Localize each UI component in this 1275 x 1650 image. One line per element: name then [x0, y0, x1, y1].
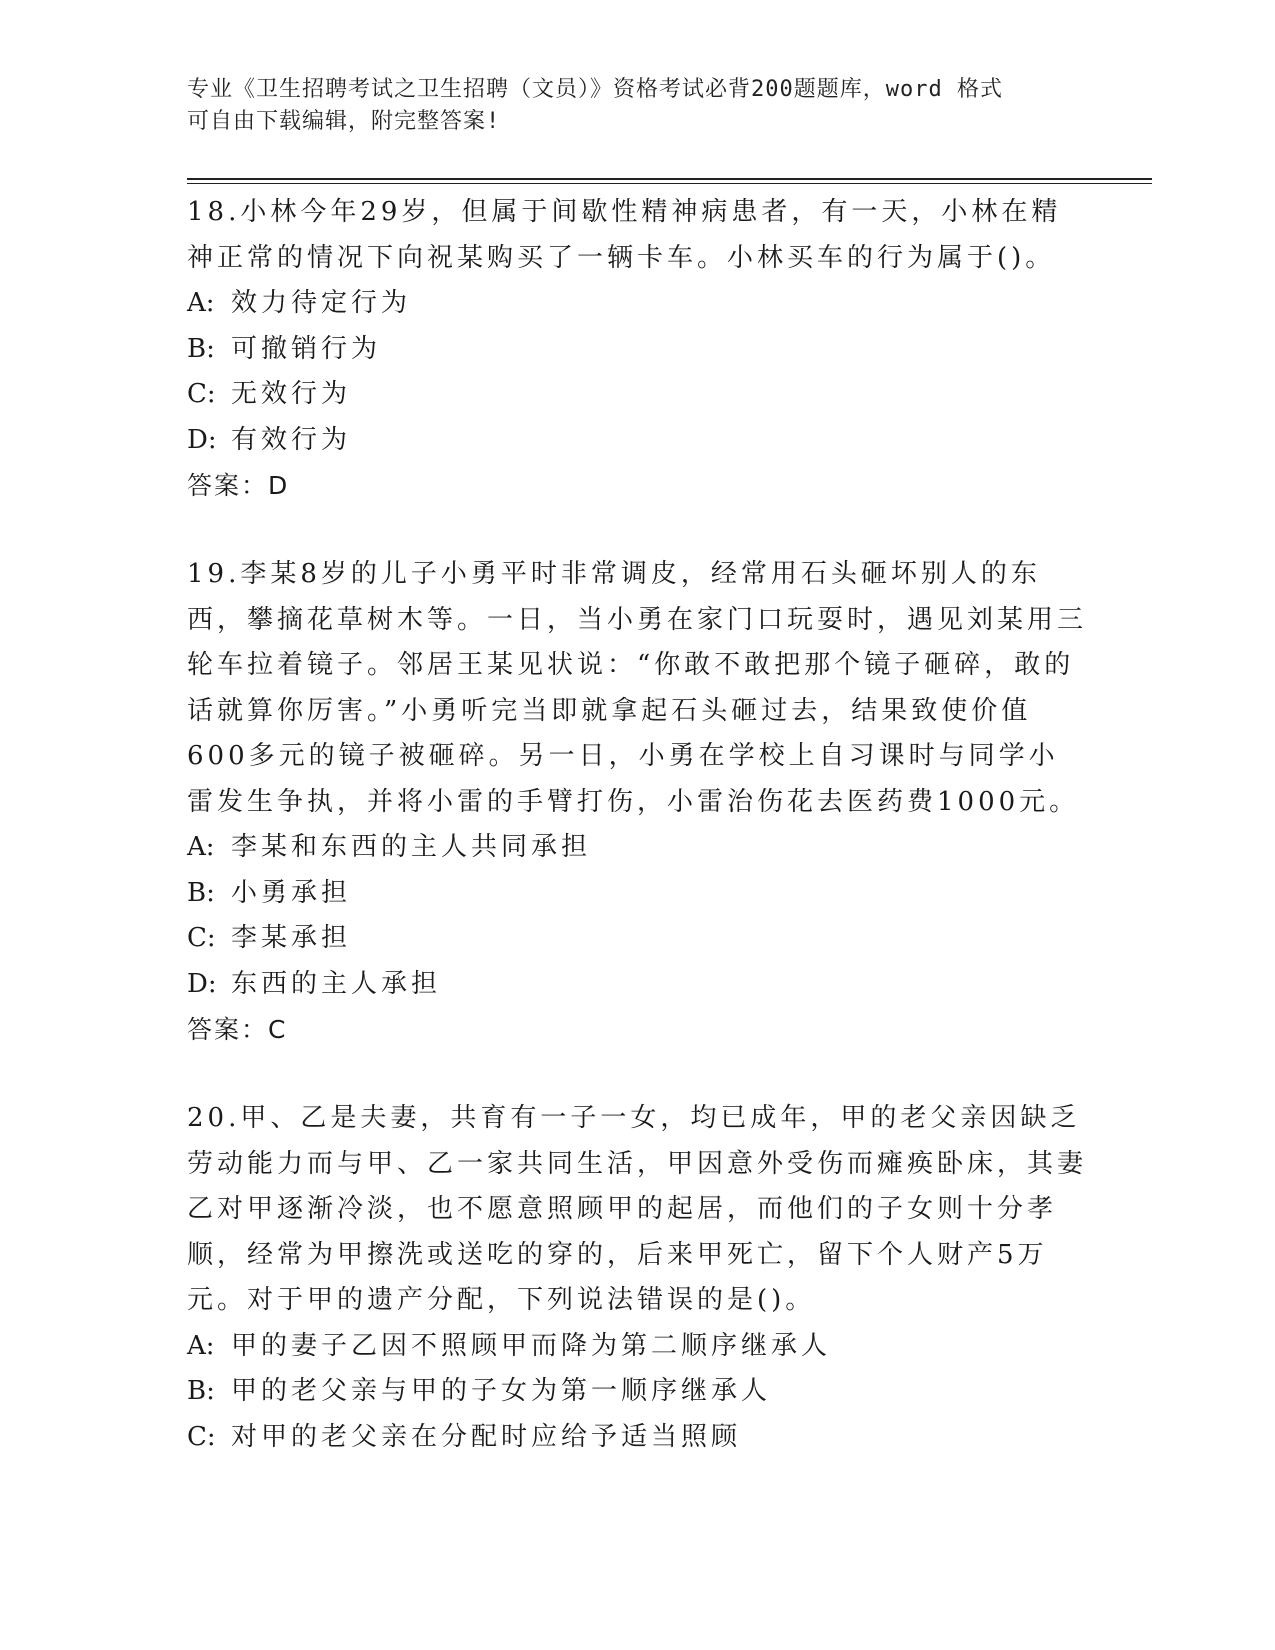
answer-value: D — [268, 471, 288, 500]
answer-line — [187, 463, 1087, 508]
option-b — [187, 1369, 1087, 1415]
option-key: A: — [187, 288, 215, 318]
question-18 — [187, 190, 1087, 508]
question-list — [187, 190, 1087, 1460]
option-text: 小勇承担 — [231, 877, 352, 908]
answer-line — [187, 1007, 1087, 1052]
option-text: 甲的老父亲与甲的子女为第一顺序继承人 — [231, 1376, 772, 1406]
header-line-1: 专业《卫生招聘考试之卫生招聘（文员）》资格考试必背200题题库，word 格式 — [187, 77, 1003, 102]
question-stem: 19.李某8岁的儿子小勇平时非常调皮，经常用石头砸坏别人的东西，攀摘花草树木等。一日，当小勇在家门口玩耍时，遇见刘某用三轮车拉着镜子。邻居王某见状说：“你敢不敢把那个镜子砸碎，敢的话就算你厉害。”小勇听完当即就拿起石头砸过去，结果致使价值600多元的镜子被砸碎。另一日，小勇在学校上自习课时与同学小雷发生争执，并将小雷的手臂打伤，小雷治伤花去医药费1000元。 — [187, 559, 1088, 817]
option-c — [187, 916, 1087, 962]
option-key: B: — [187, 333, 215, 364]
question-stem: 18.小林今年29岁，但属于间歇性精神病患者，有一天，小林在精神正常的情况下向祝某购买了一辆卡车。小林买车的行为属于()。 — [187, 197, 1062, 273]
option-a — [187, 825, 1087, 871]
option-c — [187, 372, 1087, 418]
option-text: 对甲的老父亲在分配时应给予适当照顾 — [231, 1421, 742, 1452]
option-key: C: — [187, 1421, 216, 1452]
header-line-2: 可自由下载编辑，附完整答案! — [187, 109, 501, 134]
option-text: 无效行为 — [231, 379, 352, 409]
question-gap — [187, 508, 1087, 552]
option-a — [187, 281, 1087, 327]
option-b — [187, 871, 1087, 917]
option-text: 东西的主人承担 — [231, 968, 442, 999]
header-divider — [187, 178, 1152, 184]
answer-label: 答案： — [187, 1015, 269, 1044]
option-key: C: — [187, 379, 216, 409]
option-a — [187, 1324, 1087, 1370]
answer-value: C — [268, 1015, 286, 1044]
option-key: A: — [187, 832, 215, 862]
option-key: C: — [187, 923, 216, 953]
option-text: 李某承担 — [231, 923, 352, 953]
option-d — [187, 418, 1087, 464]
question-19 — [187, 552, 1087, 1052]
option-text: 有效行为 — [231, 424, 352, 455]
option-c — [187, 1415, 1087, 1461]
option-key: B: — [187, 877, 215, 908]
option-d — [187, 962, 1087, 1008]
option-text: 李某和东西的主人共同承担 — [231, 832, 592, 862]
option-text: 效力待定行为 — [231, 288, 412, 318]
question-stem: 20.甲、乙是夫妻，共育有一子一女，均已成年，甲的老父亲因缺乏劳动能力而与甲、乙一家共同生活，甲因意外受伤而瘫痪卧床，其妻乙对甲逐渐冷淡，也不愿意照顾甲的起居，而他们的子女则十分孝顺，经常为甲擦洗或送吃的穿的，后来甲死亡，留下个人财产5万元。对于甲的遗产分配，下列说法错误的是()。 — [187, 1103, 1088, 1315]
document-header — [187, 74, 1087, 138]
option-key: D: — [187, 424, 217, 455]
option-text: 可撤销行为 — [231, 333, 382, 364]
option-text: 甲的妻子乙因不照顾甲而降为第二顺序继承人 — [231, 1330, 832, 1361]
option-b — [187, 327, 1087, 373]
question-gap — [187, 1052, 1087, 1096]
option-key: B: — [187, 1376, 215, 1406]
option-key: A: — [187, 1330, 215, 1361]
question-20 — [187, 1096, 1087, 1460]
answer-label: 答案： — [187, 471, 269, 500]
option-key: D: — [187, 968, 217, 999]
